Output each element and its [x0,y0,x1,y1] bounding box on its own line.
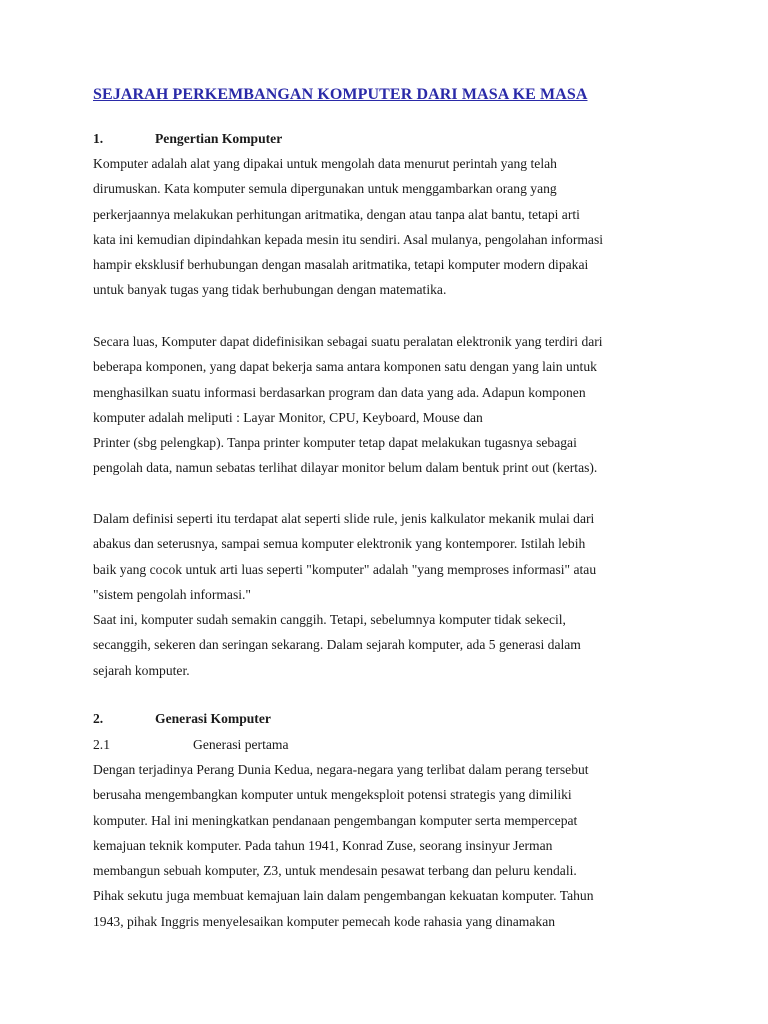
text-line: komputer. Hal ini meningkatkan pendanaan pengembangan komputer serta mempercepat [93,812,578,828]
text-line: komputer adalah meliputi : Layar Monitor, CPU, Keyboard, Mouse dan [93,409,483,425]
document-title: SEJARAH PERKEMBANGAN KOMPUTER DARI MASA KE MASA [93,86,588,103]
section-number: 1. [93,131,104,146]
text-line: Pihak sekutu juga membuat kemajuan lain dalam pengembangan kekuatan komputer. Tahun [93,888,594,904]
text-line: Secara luas, Komputer dapat didefinisikan sebagai suatu peralatan elektronik yang terdiri dari [93,334,603,349]
text-line: hampir eksklusif berhubungan dengan masalah aritmatika, tetapi komputer modern dipakai [93,257,589,273]
text-line: abakus dan seterusnya, sampai semua komputer elektronik yang kontemporer. Istilah lebih [93,536,586,552]
section-title: Generasi Komputer [155,711,271,726]
subsection-heading-2-1 [93,737,288,753]
text-line: "sistem pengolah informasi." [93,586,251,602]
subsection-number: 2.1 [93,737,110,752]
text-line: Dalam definisi seperti itu terdapat alat seperti slide rule, jenis kalkulator mekanik mulai dari [93,511,595,526]
text-line: membangun sebuah komputer, Z3, untuk mendesain pesawat terbang dan peluru kendali. [93,863,577,879]
text-line: kata ini kemudian dipindahkan kepada mesin itu sendiri. Asal mulanya, pengolahan informasi [93,231,604,247]
text-line: pengolah data, namun sebatas terlihat dilayar monitor belum dalam bentuk print out (kertas). [93,460,598,476]
paragraph-3 [93,506,596,683]
section-title: Pengertian Komputer [155,131,283,146]
text-line: untuk banyak tugas yang tidak berhubungan dengan matematika. [93,282,447,298]
paragraph-4 [93,757,594,934]
subsection-title: Generasi pertama [193,737,289,752]
section-number: 2. [93,711,104,726]
text-line: menghasilkan suatu informasi berdasarkan program dan data yang ada. Adapun komponen [93,384,586,400]
paragraph-1 [93,151,603,303]
text-line: 1943, pihak Inggris menyelesaikan komputer pemecah kode rahasia yang dinamakan [93,913,556,929]
text-line: kemajuan teknik komputer. Pada tahun 1941, Konrad Zuse, seorang insinyur Jerman [93,837,553,853]
text-line: perkerjaannya melakukan perhitungan aritmatika, dengan atau tanpa alat bantu, tetapi arti [93,206,580,222]
section-heading-2 [93,711,271,727]
text-line: Printer (sbg pelengkap). Tanpa printer komputer tetap dapat melakukan tugasnya sebagai [93,435,577,451]
text-line: Saat ini, komputer sudah semakin canggih. Tetapi, sebelumnya komputer tidak sekecil, [93,612,566,628]
text-line: dirumuskan. Kata komputer semula dipergunakan untuk menggambarkan orang yang [93,181,557,197]
paragraph-2 [93,329,603,481]
text-line: berusaha mengembangkan komputer untuk mengeksploit potensi strategis yang dimiliki [93,787,572,803]
text-line: Dengan terjadinya Perang Dunia Kedua, negara-negara yang terlibat dalam perang tersebut [93,762,589,777]
text-line: beberapa komponen, yang dapat bekerja sama antara komponen satu dengan yang lain untuk [93,359,597,375]
text-line: Komputer adalah alat yang dipakai untuk mengolah data menurut perintah yang telah [93,156,557,171]
section-heading-1 [93,131,282,147]
text-line: sejarah komputer. [93,662,190,678]
text-line: baik yang cocok untuk arti luas seperti "komputer" adalah "yang memproses informasi" atau [93,561,597,577]
text-line: secanggih, sekeren dan seringan sekarang. Dalam sejarah komputer, ada 5 generasi dalam [93,637,581,653]
